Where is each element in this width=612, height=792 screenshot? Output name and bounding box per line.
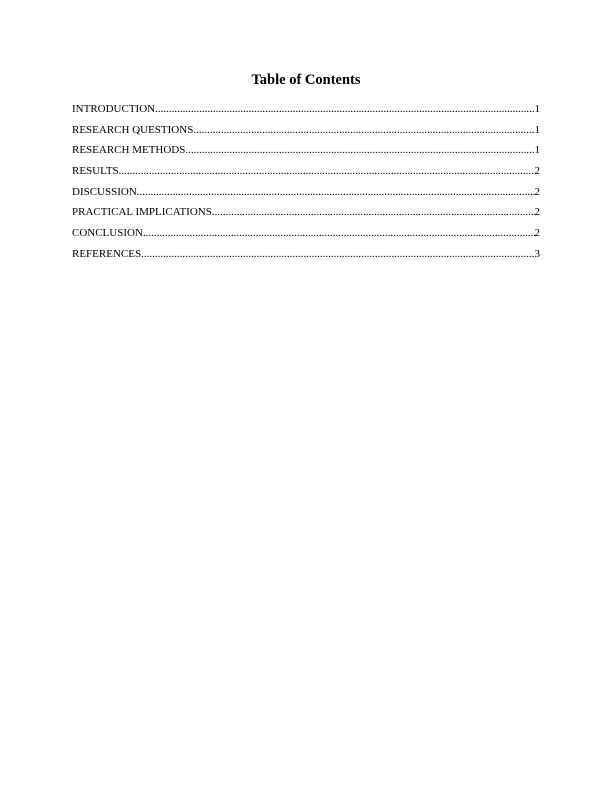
toc-entry-conclusion[interactable] — [72, 224, 540, 245]
toc-entry-discussion[interactable] — [72, 183, 540, 204]
toc-dot-leader — [185, 141, 534, 159]
toc-entry-page-number: 2 — [534, 206, 540, 219]
toc-list — [72, 100, 540, 266]
toc-entry-page-number: 1 — [534, 103, 540, 115]
toc-entry-label: RESEARCH METHODS — [72, 144, 186, 157]
toc-entry-label: RESULTS — [72, 165, 119, 178]
toc-dot-leader — [143, 224, 535, 242]
toc-entry-research-questions[interactable] — [72, 121, 540, 142]
toc-entry-label: PRACTICAL IMPLICATIONS — [72, 206, 212, 219]
toc-dot-leader — [137, 183, 535, 201]
toc-entry-label: REFERENCES — [72, 247, 142, 260]
toc-entry-practical-implications[interactable] — [72, 203, 540, 224]
toc-entry-page-number: 1 — [534, 144, 540, 157]
toc-entry-page-number: 2 — [534, 185, 540, 198]
toc-dot-leader — [141, 245, 534, 263]
toc-entry-label: DISCUSSION — [72, 185, 137, 198]
toc-entry-introduction[interactable] — [72, 100, 540, 121]
toc-entry-page-number: 2 — [534, 227, 540, 240]
toc-entry-page-number: 3 — [534, 247, 540, 260]
toc-entry-page-number: 1 — [534, 123, 540, 136]
toc-dot-leader — [193, 121, 534, 139]
toc-entry-label: INTRODUCTION — [72, 103, 156, 115]
toc-entry-page-number: 2 — [534, 165, 540, 178]
toc-entry-results[interactable] — [72, 162, 540, 183]
toc-dot-leader — [212, 203, 535, 221]
toc-entry-label: CONCLUSION — [72, 227, 143, 240]
toc-title: Table of Contents — [251, 72, 361, 88]
toc-entry-research-methods[interactable] — [72, 141, 540, 162]
toc-dot-leader — [155, 100, 534, 118]
toc-entry-label: RESEARCH QUESTIONS — [72, 123, 194, 136]
toc-dot-leader — [119, 162, 535, 180]
toc-entry-references[interactable] — [72, 245, 540, 266]
